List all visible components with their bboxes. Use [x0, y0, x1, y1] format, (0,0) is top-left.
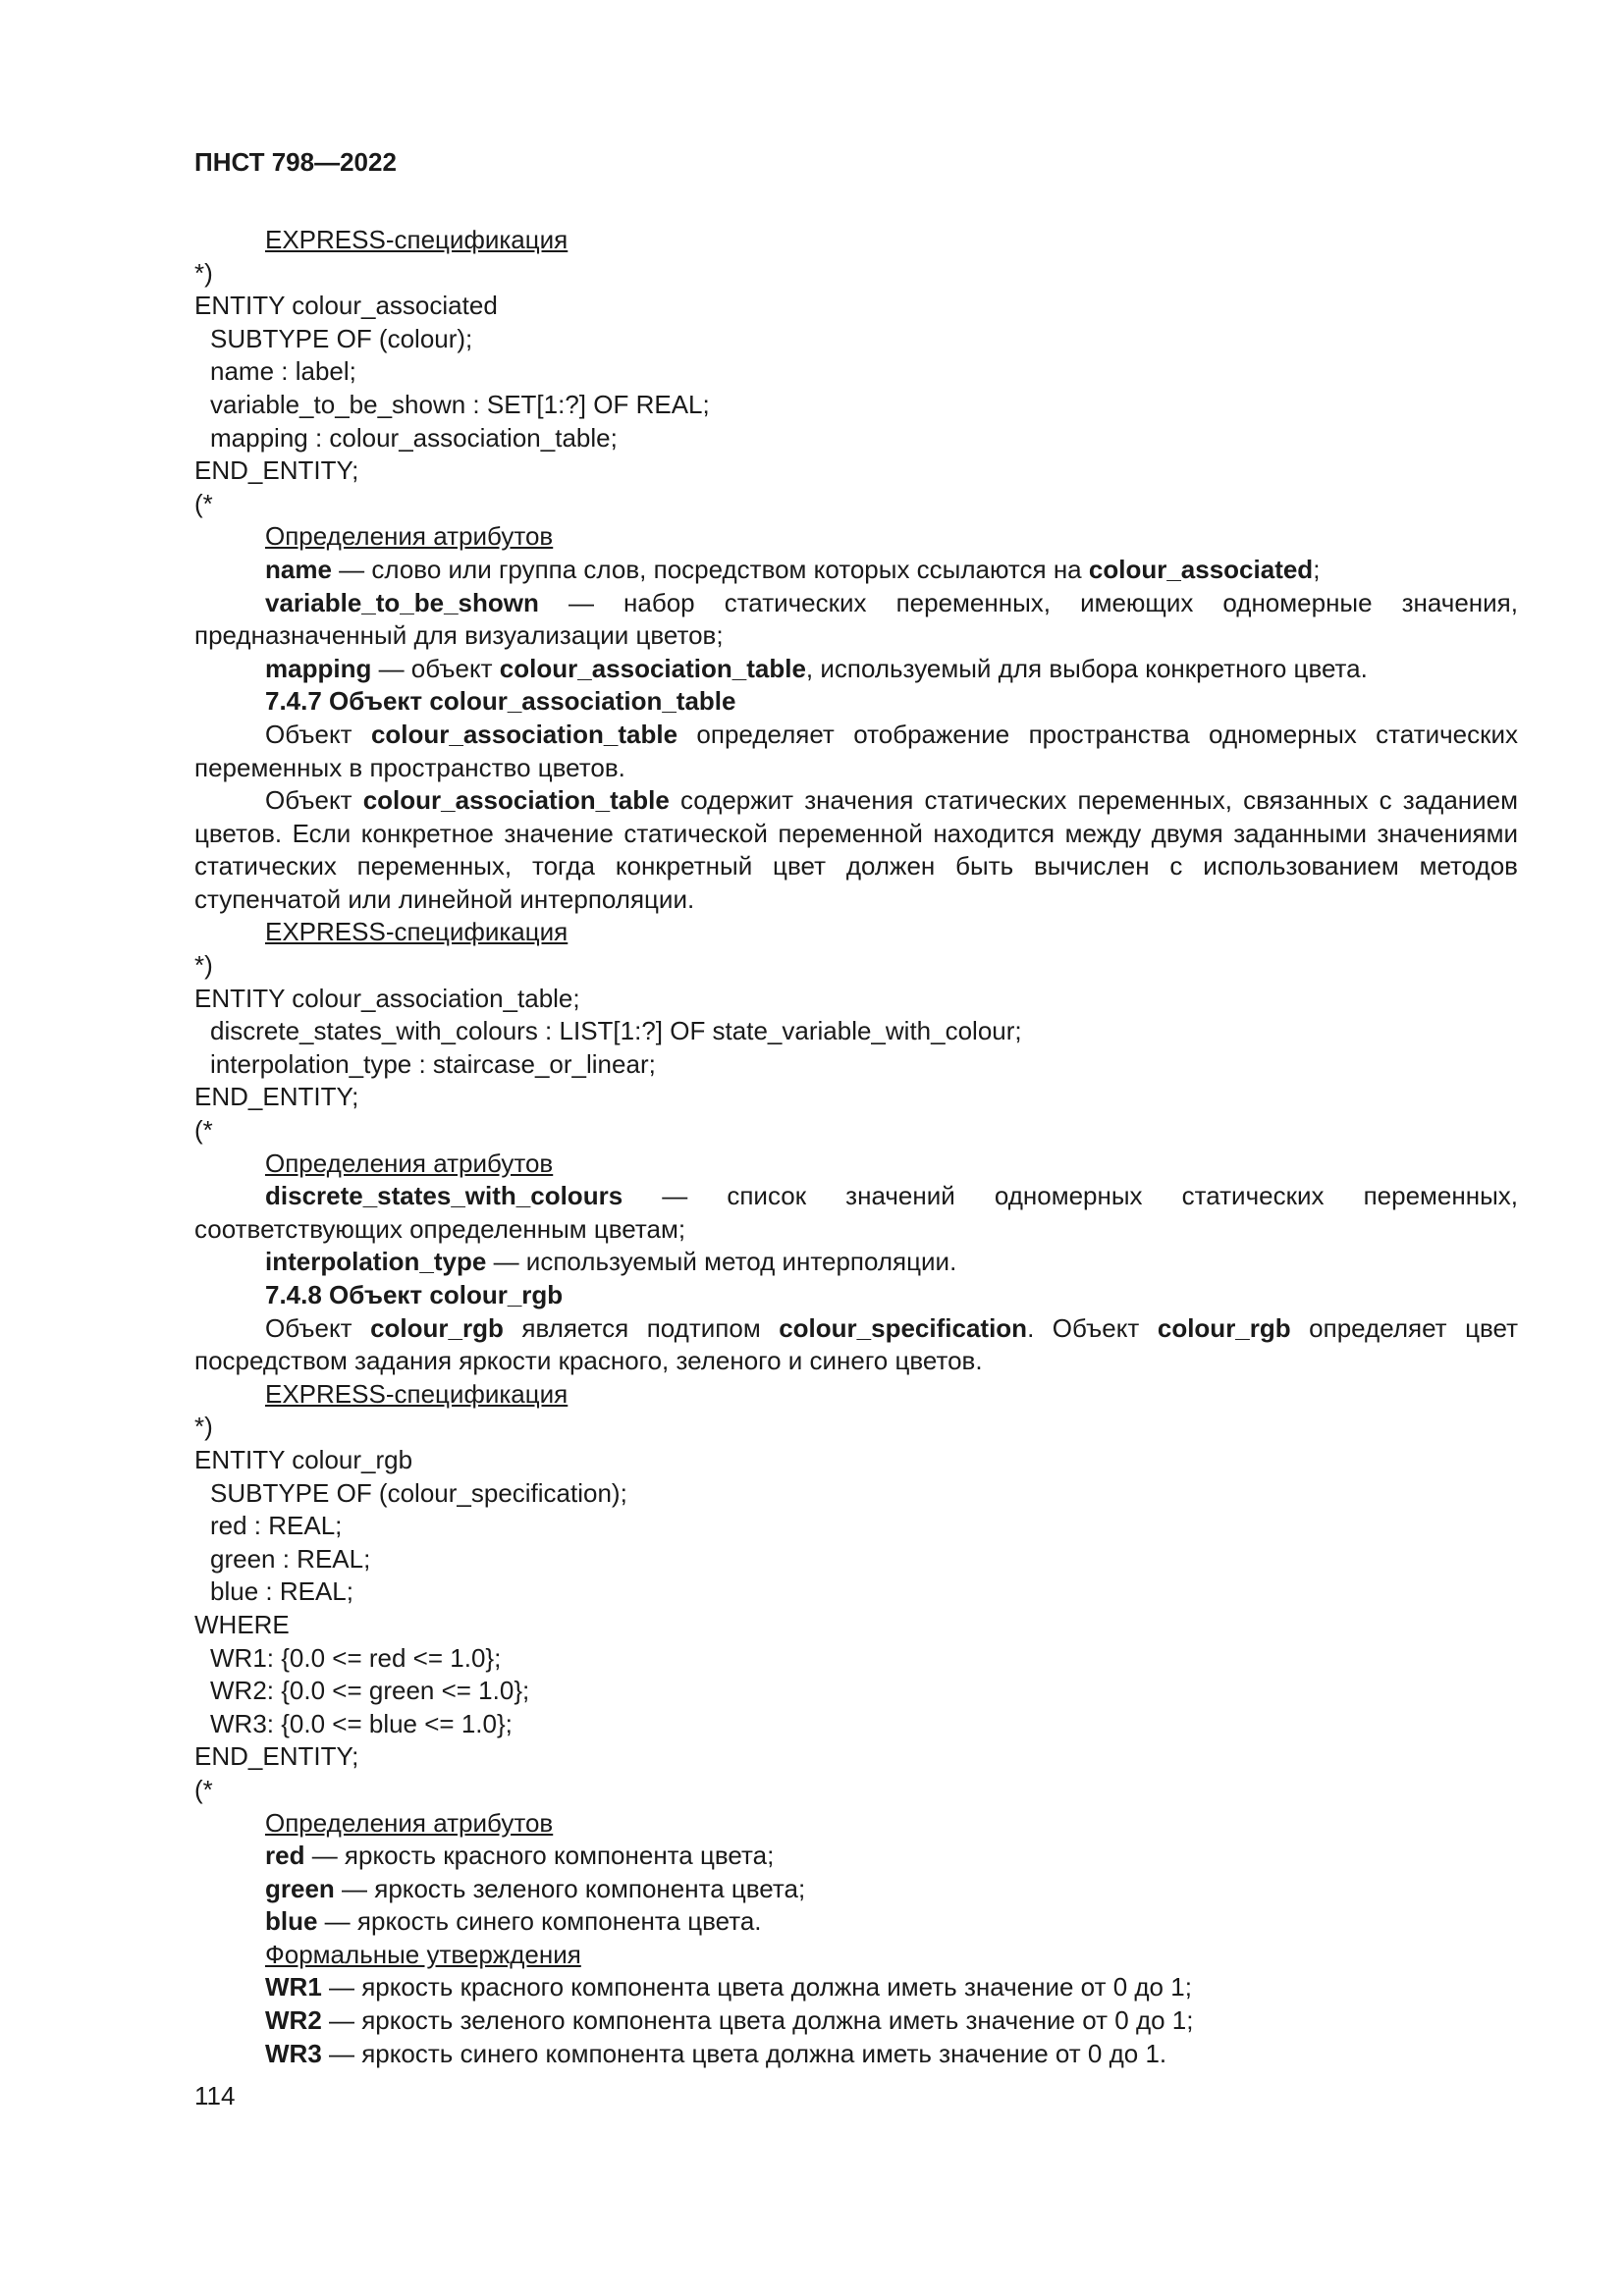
- attr-defs-label: Определения атрибутов: [265, 1807, 554, 1838]
- code-line: (*: [194, 1774, 213, 1804]
- rule-def: WR3 — яркость синего компонента цвета должна иметь значение от 0 до 1.: [265, 2038, 1167, 2068]
- code-line: blue : REAL;: [210, 1576, 353, 1607]
- attr-term: red: [265, 1841, 305, 1871]
- code-line: END_ENTITY;: [194, 1082, 359, 1112]
- paragraph: Объект colour_association_table определяет отображение пространства одномерных статических переменных в пространство цветов.: [194, 719, 1518, 782]
- code-line: interpolation_type : staircase_or_linear;: [210, 1048, 656, 1079]
- code-line: END_ENTITY;: [194, 1741, 359, 1772]
- code-line: WR1: {0.0 <= red <= 1.0};: [210, 1642, 502, 1673]
- express-spec-label: EXPRESS-спецификация: [265, 225, 568, 254]
- attr-def: name — слово или группа слов, посредством которых ссылаются на colour_associated;: [265, 554, 1321, 584]
- attr-term: variable_to_be_shown: [265, 587, 539, 617]
- attr-defs-label: Определения атрибутов: [265, 1148, 554, 1178]
- section-heading: 7.4.7 Объект colour_association_table: [265, 686, 736, 717]
- attr-def: interpolation_type — используемый метод интерполяции.: [265, 1247, 957, 1277]
- document-header: ПНСТ 798—2022: [194, 147, 397, 177]
- formal-rules-label: Формальные утверждения: [265, 1939, 581, 1969]
- attr-def: red — яркость красного компонента цвета;: [265, 1841, 775, 1871]
- attr-term: blue: [265, 1906, 318, 1937]
- code-line: *): [194, 257, 213, 288]
- rule-term: WR1: [265, 1972, 322, 2002]
- code-line: mapping : colour_association_table;: [210, 422, 618, 453]
- code-line: green : REAL;: [210, 1543, 371, 1574]
- code-line: variable_to_be_shown : SET[1:?] OF REAL;: [210, 389, 710, 419]
- attr-def: green — яркость зеленого компонента цвета;: [265, 1873, 806, 1903]
- attr-def: blue — яркость синего компонента цвета.: [265, 1906, 762, 1937]
- rule-term: WR3: [265, 2038, 322, 2068]
- attr-term: green: [265, 1873, 335, 1903]
- code-line: red : REAL;: [210, 1511, 343, 1541]
- attr-defs-label: Определения атрибутов: [265, 521, 554, 552]
- express-spec-label: EXPRESS-спецификация: [265, 1378, 568, 1409]
- attr-term: mapping: [265, 653, 372, 683]
- code-line: ENTITY colour_association_table;: [194, 983, 580, 1013]
- code-line: WR2: {0.0 <= green <= 1.0};: [210, 1676, 530, 1706]
- express-spec-label: EXPRESS-спецификация: [265, 917, 568, 947]
- code-line: WHERE: [194, 1609, 290, 1639]
- code-line: (*: [194, 1115, 213, 1146]
- code-line: SUBTYPE OF (colour);: [210, 323, 473, 353]
- attr-def: mapping — объект colour_association_table, используемый для выбора конкретного цвета.: [265, 653, 1368, 683]
- document-body: [194, 224, 1518, 2070]
- code-line: *): [194, 1412, 213, 1442]
- code-line: *): [194, 950, 213, 981]
- rule-def: WR1 — яркость красного компонента цвета должна иметь значение от 0 до 1;: [265, 1972, 1192, 2002]
- section-heading: 7.4.8 Объект colour_rgb: [265, 1280, 564, 1309]
- attr-def: discrete_states_with_colours — список значений одномерных статических переменных, соответствующих определенным цветам;: [194, 1181, 1518, 1244]
- paragraph: Объект colour_association_table содержит значения статических переменных, связанных с заданием цветов. Если конкретное значение статической переменной находится между двумя заданными значениями статических переменных, тогда конкретный цвет должен быть вычислен с использованием методов ступенчатой или линейной интерполяции.: [194, 785, 1519, 914]
- code-line: ENTITY colour_rgb: [194, 1444, 413, 1474]
- code-line: discrete_states_with_colours : LIST[1:?] OF state_variable_with_colour;: [210, 1016, 1022, 1046]
- attr-term: name: [265, 554, 332, 584]
- code-line: (*: [194, 488, 213, 518]
- code-line: ENTITY colour_associated: [194, 291, 498, 321]
- code-line: END_ENTITY;: [194, 455, 359, 486]
- attr-def: variable_to_be_shown — набор статических переменных, имеющих одномерные значения, предназначенный для визуализации цветов;: [194, 587, 1518, 651]
- paragraph: Объект colour_rgb является подтипом colour_specification. Объект colour_rgb определяет цвет посредством задания яркости красного, зеленого и синего цветов.: [194, 1312, 1519, 1376]
- attr-term: discrete_states_with_colours: [265, 1181, 623, 1211]
- page-number: 114: [194, 2081, 236, 2110]
- attr-term: interpolation_type: [265, 1247, 487, 1277]
- rule-term: WR2: [265, 2005, 322, 2036]
- code-line: SUBTYPE OF (colour_specification);: [210, 1477, 627, 1508]
- rule-def: WR2 — яркость зеленого компонента цвета должна иметь значение от 0 до 1;: [265, 2005, 1194, 2036]
- code-line: WR3: {0.0 <= blue <= 1.0};: [210, 1708, 513, 1738]
- code-line: name : label;: [210, 356, 356, 387]
